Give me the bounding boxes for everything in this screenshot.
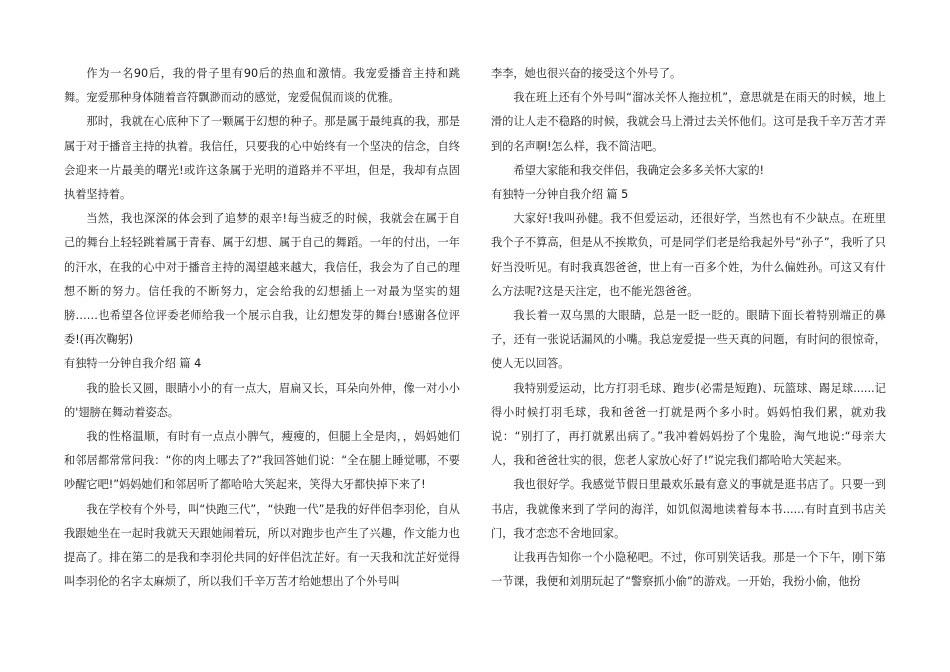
section-heading: 有独特一分钟自我介绍 篇 4 <box>64 357 202 371</box>
paragraph: 当然，我也深深的体会到了追梦的艰辛!每当疲乏的时候，我就会在属于自己的舞台上轻轻跳着属于青春、属于幻想、属于自己的舞蹈。一年的付出，一年的汗水，在我的心中对于播音主持的渴望越来越大，我信任，我会为了自己的理想不断的努力。信任我的不断努力，定会给我的幻想插上一对最为坚实的翅膀……也希望各位评委老师给我一个展示自我，让幻想发芽的舞台!感谢各位评委!(再次鞠躬) <box>64 212 460 347</box>
paragraph: 大家好!我叫孙健。我不但爱运动，还很好学，当然也有不少缺点。在班里我个子不算高，但是从不挨欺负，可是同学们老是给我起外号“孙子”，我听了只好当没听见。有时我真怨爸爸，世上有一百多个姓，为什么偏姓孙。可这又有什么方法呢?这是天注定，也不能光怨爸爸。 <box>491 212 886 298</box>
paragraph: 我也很好学。我感觉节假日里最欢乐最有意义的事就是逛书店了。只要一到书店，我就像来到了学问的海洋，如饥似渴地读着每本书......有时直到书店关门，我才恋恋不舍地回家。 <box>491 478 886 540</box>
paragraph: 我的脸长又圆，眼睛小小的有一点大，眉扁又长，耳朵向外伸，像一对小小的'翅膀在舞动着姿态。 <box>64 381 460 419</box>
paragraph: 我在班上还有个外号叫“溜冰关怀人拖拉机”，意思就是在雨天的时候，地上滑的让人走不稳路的时候，我就会马上滑过去关怀他们。这可是我千辛万苦才弄到的名声啊!怎么样，我不简洁吧。 <box>491 91 886 153</box>
right-column <box>491 62 886 594</box>
paragraph: 我特别爱运动，比方打羽毛球、跑步(必需是短跑)、玩篮球、踢足球......记得小时候打羽毛球，我和爸爸一打就是两个多小时。妈妈怕我们累，就劝我说：“别打了，再打就累出病了。”我冲着妈妈扮了个鬼脸，淘气地说:“母亲大人，我和爸爸壮实的很，您老人家放心好了!”说完我们都哈哈大笑起来。 <box>491 381 886 468</box>
paragraph: 希望大家能和我交伴侣，我确定会多多关怀大家的! <box>513 163 765 177</box>
paragraph: 作为一名90后，我的骨子里有90后的热血和激情。我宠爱播音主持和跳舞。宠爱那种身体随着音符飘渺而动的感觉，宠爱侃侃而谈的优雅。 <box>64 67 460 105</box>
paragraph: 我的性格温顺，有时有一点点小脾气，瘦瘦的，但腿上全是肉，，妈妈她们和邻居都常常问我：“你的肉上哪去了?”我回答她们说：“全在腿上睡觉哪，不要吵醒它吧!”妈妈她们和邻居听了都哈哈大笑起来，笑得大牙都快掉下来了! <box>64 430 460 492</box>
paragraph: 让我再告知你一个小隐秘吧。不过，你可别笑话我。那是一个下午，刚下第一节课，我便和刘朋玩起了“警察抓小偷”的游戏。一开始，我扮小偷，他扮 <box>491 551 886 589</box>
paragraph: 我在学校有个外号，叫“快跑三代”，“快跑一代”是我的好伴侣李羽伦，自从我跟她坐在一起时我就天天跟她闹着玩，所以对跑步也产生了兴趣，作文能力也提高了。排在第二的是我和李羽伦共同的好伴侣沈芷好。有一天我和沈芷好觉得叫李羽伦的名字太麻烦了，所以我们千辛万苦才给她想出了个外号叫 <box>64 502 460 589</box>
paragraph: 我长着一双乌黑的大眼睛，总是一眨一眨的。眼睛下面长着特别端正的鼻子，还有一张说话漏风的小嘴。我总宠爱提一些天真的问题，有时问的很惊奇，使人无以回答。 <box>491 309 886 371</box>
left-column <box>64 62 460 594</box>
section-heading: 有独特一分钟自我介绍 篇 5 <box>491 188 629 202</box>
paragraph: 那时，我就在心底种下了一颗属于幻想的种子。那是属于最纯真的我，那是属于对于播音主持的执着。我信任，只要我的心中始终有一个坚决的信念，自终会迎来一片最美的曙光!或许这条属于光明的道路并不平坦，但是，我却有点固执着坚持着。 <box>64 115 460 202</box>
paragraph-continued: 李李，她也很兴奋的接受这个外号了。 <box>491 67 682 80</box>
